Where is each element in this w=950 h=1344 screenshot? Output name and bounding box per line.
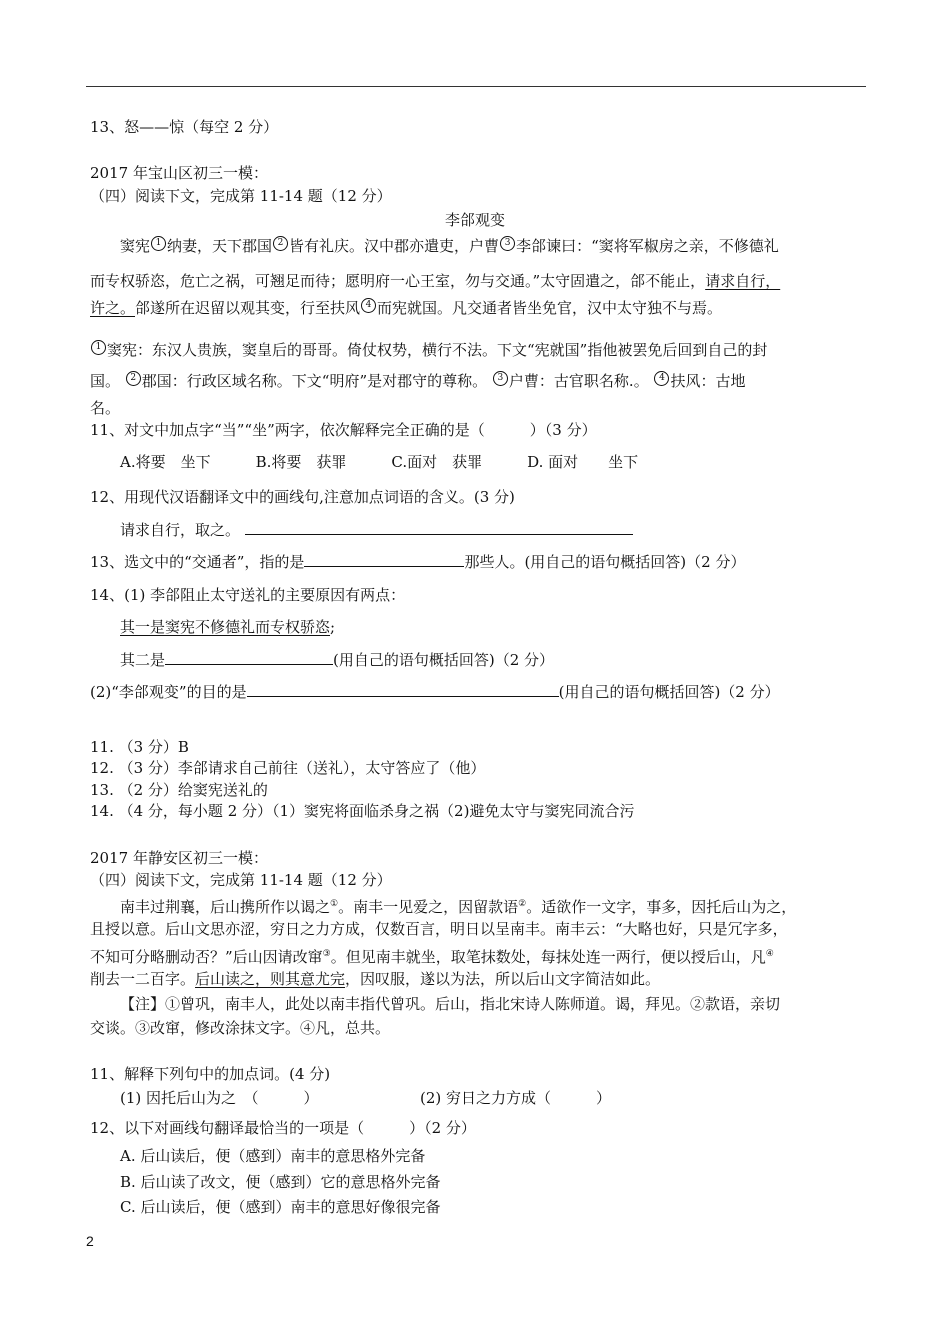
q13: 13、选文中的“交通者”，指的是 那些人。(用自己的语句概括回答)（2 分） (90, 553, 746, 571)
note-marker: 4 (361, 298, 376, 313)
passage-title: 李郃观变 (444, 211, 505, 229)
section1-header: （四）阅读下文，完成第 11-14 题（12 分） (90, 187, 392, 205)
passage1-line3: 许之。郃遂所在迟留以观其变，行至扶风 4 而宪就国。凡交通者皆坐免官，汉中太守独不与焉。 (90, 299, 723, 317)
s2-q11-1: (1) 因托后山为之 （ ） (120, 1089, 319, 1107)
answer-blank[interactable] (247, 682, 559, 697)
answer-blank[interactable] (304, 552, 464, 567)
s2-q12-option-c: C. 后山读后，便（感到）南丰的意思好像很完备 (120, 1198, 441, 1216)
note1-line3: 名。 (90, 399, 121, 417)
q11: 11、对文中加点字“当”“坐”两字，依次解释完全正确的是（ ）（3 分） (90, 421, 597, 439)
section2-header: （四）阅读下文，完成第 11-14 题（12 分） (90, 871, 392, 889)
page-number: 2 (86, 1233, 94, 1249)
q12-sentence: 请求自行，取之。 (120, 520, 633, 540)
passage1-line1: 窦宪 1 纳妻，天下郡国 2 皆有礼庆。汉中郡亦遣吏，户曹 3 李郃谏曰：“窦将军椒房之亲，不修德礼 (120, 237, 779, 255)
passage2-line4: 削去一二百字。后山读之，则其意尤完，因叹服，遂以为法，所以后山文字简洁如此。 (90, 970, 661, 988)
passage2-note1: 【注】①曾巩，南丰人，此处以南丰指代曾巩。后山，指北宋诗人陈师道。谒，拜见。②款语，亲切 (120, 995, 781, 1013)
note-marker: 3 (500, 236, 515, 251)
note-marker: 2 (273, 236, 288, 251)
q14-first: 其一是窦宪不修德礼而专权骄恣; (120, 618, 336, 636)
q14: 14、(1) 李郃阻止太守送礼的主要原因有两点： (90, 586, 406, 604)
passage2-line1: 南丰过荆襄，后山携所作以谒之①。南丰一见爱之，因留款语②。适欲作一文字，事多，因托后山为之， (120, 898, 797, 916)
answer-blank[interactable] (165, 650, 333, 665)
q12: 12、用现代汉语翻译文中的画线句,注意加点词语的含义。(3 分) (90, 488, 515, 506)
passage2-line3: 不知可分略删动否？”后山因请改窜③。但见南丰就坐，取笔抹数处，每抹处连一两行，便以授后山，凡④ (90, 948, 774, 966)
passage1-line2: 而专权骄恣，危亡之祸，可翘足而待；愿明府一心王室，勿与交通。”太守固遣之，郃不能止，请求自行， (90, 272, 781, 290)
note1-line1: 1 窦宪：东汉人贵族，窦皇后的哥哥。倚仗权势，横行不法。下文“宪就国”指他被罢免后回到自己的封 (90, 340, 767, 360)
answer-12: 12. （3 分）李郃请求自己前往（送礼），太守答应了（他） (90, 759, 486, 777)
section1-exam: 2017 年宝山区初三一模： (90, 164, 268, 182)
passage2-note2: 交谈。③改窜，修改涂抹文字。④凡，总共。 (90, 1019, 391, 1037)
note-marker: 1 (151, 236, 166, 251)
s2-q12: 12、以下对画线句翻译最恰当的一项是（ ）（2 分） (90, 1119, 476, 1137)
s2-q11-2: (2) 穷日之力方成（ ） (420, 1089, 612, 1107)
note1-line2: 国。 2 郡国：行政区域名称。下文“明府”是对郡守的尊称。 3 户曹：古官职名称.。 4 扶风：古地 (90, 372, 746, 390)
q11-options: A.将要 坐下 B.将要 获罪 C.面对 获罪 D. 面对 坐下 (120, 453, 639, 471)
q14-second: 其二是 (用自己的语句概括回答)（2 分） (120, 651, 555, 669)
s2-q12-option-a: A. 后山读后，便（感到）南丰的意思格外完备 (120, 1147, 426, 1165)
section2-exam: 2017 年静安区初三一模： (90, 849, 268, 867)
answer-13: 13. （2 分）给窦宪送礼的 (90, 781, 268, 799)
answer-11: 11. （3 分）B (90, 738, 189, 756)
s2-q11: 11、解释下列句中的加点词。(4 分) (90, 1065, 331, 1083)
answer-prev: 13、怒——惊（每空 2 分） (90, 118, 279, 136)
answer-blank[interactable] (245, 520, 633, 535)
s2-q12-option-b: B. 后山读了改文，便（感到）它的意思格外完备 (120, 1173, 441, 1191)
passage2-line2: 且授以意。后山文思亦涩，穷日之力方成，仅数百言，明日以呈南丰。南丰云：“大略也好，只是冗字多， (90, 920, 788, 938)
header-rule (86, 86, 866, 87)
q14-part2: (2)“李郃观变”的目的是 (用自己的语句概括回答)（2 分） (90, 683, 780, 701)
answer-14: 14. （4 分，每小题 2 分）（1）窦宪将面临杀身之祸（2)避免太守与窦宪同流合污 (90, 802, 635, 820)
